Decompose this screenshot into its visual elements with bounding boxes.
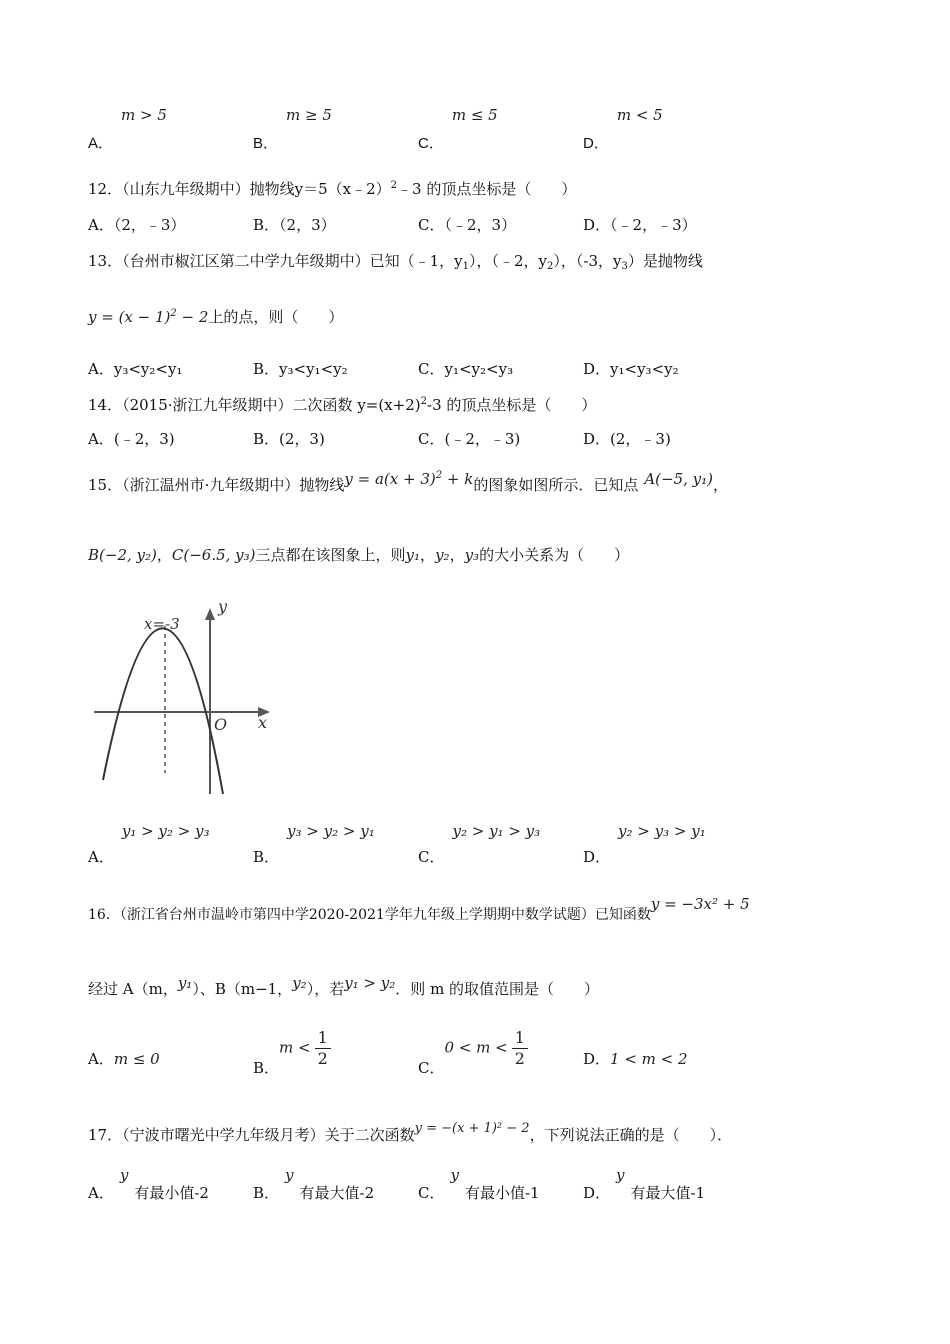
q13-option-a[interactable]: A．y₃<y₂<y₁ — [88, 360, 183, 378]
q11-option-a[interactable]: A．m > 5 — [88, 106, 167, 152]
q16-option-c[interactable]: C．0 < m < $\frac{1}{2}$ — [418, 1028, 528, 1069]
q12-option-b[interactable]: B．（2，3） — [253, 216, 336, 234]
y-axis-arrow — [205, 608, 215, 620]
q13-option-c[interactable]: C．y₁<y₂<y₃ — [418, 360, 514, 378]
q15-options — [0, 822, 950, 874]
q13-option-d[interactable]: D．y₁<y₃<y₂ — [583, 360, 679, 378]
q17-formula: y = −(x + 1)² − 2 — [414, 1121, 530, 1136]
q11-options — [0, 106, 950, 158]
q17-option-d[interactable]: D．y有最大值-1 — [583, 1166, 706, 1202]
q16-option-d[interactable]: D．1 < m < 2 — [583, 1050, 688, 1068]
q16-option-a[interactable]: A．m ≤ 0 — [88, 1050, 160, 1068]
q15-point-b: B(−2, y₂) — [88, 546, 157, 564]
q12-option-c[interactable]: C．（﹣2，3） — [418, 216, 517, 234]
q13-formula-line: $y = (x - 1)^2 - 2$上的点，则（ ） — [88, 308, 344, 326]
q17-option-a[interactable]: A．y有最小值-2 — [88, 1166, 209, 1202]
q15-option-b[interactable]: B．y₃ > y₂ > y₁ — [253, 822, 375, 866]
q12-stem: 12．（山东九年级期中）抛物线y＝5（x﹣2）$^2$﹣3 的顶点坐标是（ ） — [88, 180, 577, 198]
q17-option-b[interactable]: B．y有最大值-2 — [253, 1166, 375, 1202]
q13-stem: 13．（台州市椒江区第二中学九年级期中）已知（﹣1，$y_1$），（﹣2，$y_2$），（-3，$y_3$）是抛物线 — [88, 252, 703, 272]
q15-parabola-graph — [88, 598, 278, 798]
q11-option-c[interactable]: C．m ≤ 5 — [418, 106, 498, 152]
q16-options — [0, 1028, 950, 1088]
origin-label: O — [214, 715, 228, 734]
q14-option-c[interactable]: C．(﹣2，﹣3) — [418, 430, 521, 448]
q12-options — [0, 214, 950, 254]
q17-stem: 17．（宁波市曙光中学九年级月考）关于二次函数y = −(x + 1)² − 2，下列说法正确的是（ ）． — [88, 1121, 733, 1144]
q15-point-a: A(−5, y₁) — [644, 470, 713, 488]
q15-stem-line2: B(−2, y₂)，C(−6.5, y₃)三点都在该图象上，则y₁，y₂，y₃的大小关系为（ ） — [88, 546, 630, 564]
q11-option-b[interactable]: B．m ≥ 5 — [253, 106, 332, 152]
q14-option-a[interactable]: A．(﹣2，3) — [88, 430, 175, 448]
q17-options — [0, 1166, 950, 1206]
q13-options — [0, 358, 950, 398]
q14-option-d[interactable]: D．(2，﹣3) — [583, 430, 671, 448]
q15-option-d[interactable]: D．y₂ > y₃ > y₁ — [583, 822, 706, 866]
q16-formula: y = −3x² + 5 — [650, 895, 750, 913]
q14-stem: 14．（2015·浙江九年级期中）二次函数 $y=(x+2)^2-3$ 的顶点坐标是（ ） — [88, 396, 597, 414]
q12-option-d[interactable]: D．（﹣2，﹣3） — [583, 216, 697, 234]
q13-option-b[interactable]: B．y₃<y₁<y₂ — [253, 360, 348, 378]
q15-option-c[interactable]: C．y₂ > y₁ > y₃ — [418, 822, 541, 866]
q11-option-d[interactable]: D．m < 5 — [583, 106, 663, 152]
q13-formula: $y = (x - 1)^2 - 2$ — [88, 308, 209, 326]
q14-option-b[interactable]: B．(2，3) — [253, 430, 325, 448]
x-axis-label: x — [258, 713, 268, 732]
q16-stem-line2: 经过 A（m，y₁）、B（m−1，y₂），若y₁ > y₂．则 m 的取值范围是（ ） — [88, 974, 600, 998]
q17-option-c[interactable]: C．y有最小值-1 — [418, 1166, 540, 1202]
q15-point-c: C(−6.5, y₃) — [171, 546, 256, 564]
q12-option-a[interactable]: A．（2，﹣3） — [88, 216, 186, 234]
q14-options — [0, 428, 950, 468]
q15-option-a[interactable]: A．y₁ > y₂ > y₃ — [88, 822, 210, 866]
q16-option-b[interactable]: B．m < $\frac{1}{2}$ — [253, 1028, 331, 1069]
symmetry-axis-label: x=-3 — [144, 615, 180, 633]
y-axis-label: y — [218, 598, 228, 616]
q15-formula: $y = a(x + 3)^2 + k$ — [344, 470, 474, 488]
q15-stem: 15．（浙江温州市·九年级期中）抛物线$y = a(x + 3)^2 + k$的图象如图所示．已知点 A(−5, y₁)， — [88, 470, 729, 494]
q16-stem: 16．（浙江省台州市温岭市第四中学2020-2021学年九年级上学期期中数学试题）已知函数y = −3x² + 5 — [88, 895, 750, 923]
